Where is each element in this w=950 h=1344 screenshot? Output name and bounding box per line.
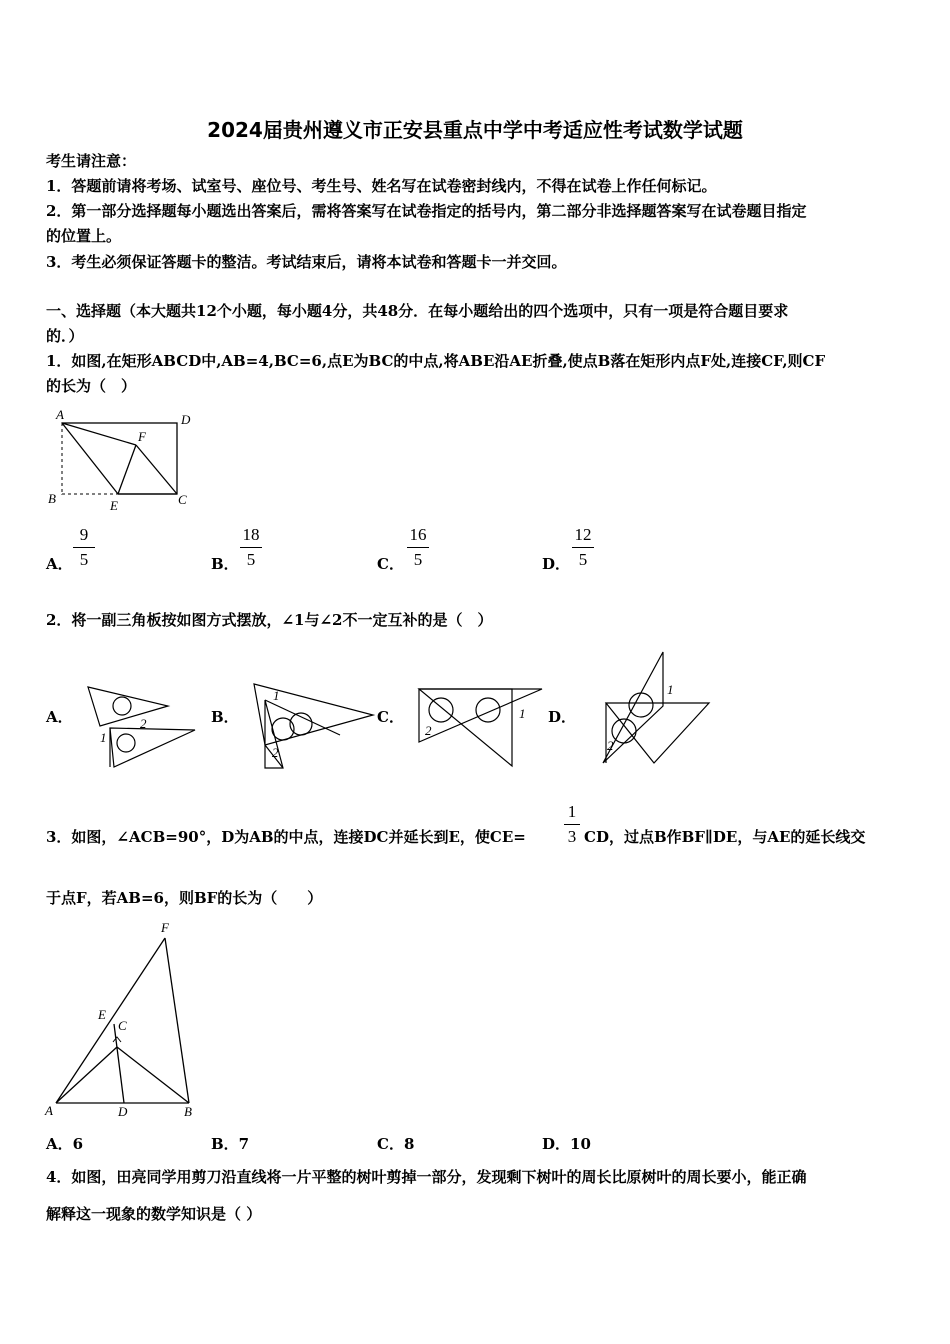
notice-item: 1．答题前请将考场、试室号、座位号、考生号、姓名写在试卷密封线内，不得在试卷上作任何标记。 xyxy=(46,177,717,195)
q2-text: 2．将一副三角板按如图方式摆放，∠1与∠2不一定互补的是（ ） xyxy=(46,611,493,629)
q2-d-angle2: 2 xyxy=(607,738,614,753)
q3-fb xyxy=(165,938,189,1103)
q3-ed xyxy=(114,1024,124,1103)
q3-option-b: B．7 xyxy=(211,1135,250,1153)
q3-text-part2: CD，过点B作BF∥DE，与AE的延长线交 xyxy=(584,828,866,846)
q1-option-a-value: 9 5 xyxy=(70,525,98,570)
q3-label-b: B xyxy=(184,1104,192,1119)
q2-c-angle1: 1 xyxy=(519,706,526,721)
q2-option-d: D． xyxy=(548,708,577,726)
q3-text-line2: 于点F，若AB=6，则BF的长为（ ） xyxy=(46,889,323,907)
q3-ce-fraction: 1 3 xyxy=(561,802,583,847)
q1-option-a-letter: A． xyxy=(46,555,73,573)
q3-option-a: A．6 xyxy=(46,1135,84,1153)
q3-label-a: A xyxy=(45,1103,53,1118)
q2-a-angle1: 1 xyxy=(100,730,107,745)
page-title: 2024届贵州遵义市正安县重点中学中考适应性考试数学试题 xyxy=(207,118,743,142)
q1-label-f: F xyxy=(138,429,146,444)
q3-option-d: D．10 xyxy=(542,1135,591,1153)
notice-item: 的位置上。 xyxy=(46,227,122,245)
notice-heading: 考生请注意： xyxy=(46,152,137,170)
q4-text: 4．如图，田亮同学用剪刀沿直线将一片平整的树叶剪掉一部分，发现剩下树叶的周长比原树叶的周长要小，能正确 xyxy=(46,1168,807,1186)
q3-label-f: F xyxy=(161,920,169,935)
q1-option-d-letter: D． xyxy=(542,555,571,573)
q2-option-c: C． xyxy=(377,708,404,726)
q1-option-b-value: 18 5 xyxy=(237,525,265,570)
section-heading-cont: 的．） xyxy=(46,327,84,345)
q3-af xyxy=(56,938,165,1103)
q1-label-c: C xyxy=(178,492,187,507)
q3-label-c: C xyxy=(118,1018,127,1033)
q1-option-c-value: 16 5 xyxy=(404,525,432,570)
q3-option-c: C．8 xyxy=(377,1135,415,1153)
q3-ac xyxy=(56,1047,117,1103)
q1-text-cont: 的长为（ ） xyxy=(46,377,137,395)
q1-label-b: B xyxy=(48,491,56,506)
notice-item: 2．第一部分选择题每小题选出答案后，需将答案写在试卷指定的括号内，第二部分非选择题答案写在试卷题目指定 xyxy=(46,202,807,220)
q1-option-d-value: 12 5 xyxy=(569,525,597,570)
q1-text: 1．如图,在矩形ABCD中,AB=4,BC=6,点E为BC的中点,将ABE沿AE折叠,使点B落在矩形内点F处,连接CF,则CF xyxy=(46,352,826,370)
q3-text-part1: 3．如图，∠ACB=90°，D为AB的中点，连接DC并延长到E，使CE= xyxy=(46,828,526,846)
q1-label-d: D xyxy=(181,412,191,427)
q1-label-a: A xyxy=(56,407,64,422)
q2-d-angle1: 1 xyxy=(667,682,674,697)
q1-option-c-letter: C． xyxy=(377,555,404,573)
section-heading: 一、选择题（本大题共12个小题，每小题4分，共48分．在每小题给出的四个选项中，只有一项是符合题目要求 xyxy=(46,302,789,320)
q3-label-d: D xyxy=(118,1104,128,1119)
q2-b-angle1: 1 xyxy=(273,688,280,703)
q3-label-e: E xyxy=(98,1007,106,1022)
q2-a-angle2: 2 xyxy=(140,716,147,731)
q2-option-a: A． xyxy=(46,708,73,726)
q1-label-e: E xyxy=(110,498,118,513)
q2-c-angle2: 2 xyxy=(425,723,432,738)
q4-text-cont: 解释这一现象的数学知识是（ ） xyxy=(46,1205,262,1223)
q3-cb xyxy=(117,1047,189,1103)
q1-option-b-letter: B． xyxy=(211,555,239,573)
q2-option-b: B． xyxy=(211,708,239,726)
notice-item: 3．考生必须保证答题卡的整洁。考试结束后，请将本试卷和答题卡一并交回。 xyxy=(46,253,567,271)
q2-b-angle2: 2 xyxy=(272,745,279,760)
